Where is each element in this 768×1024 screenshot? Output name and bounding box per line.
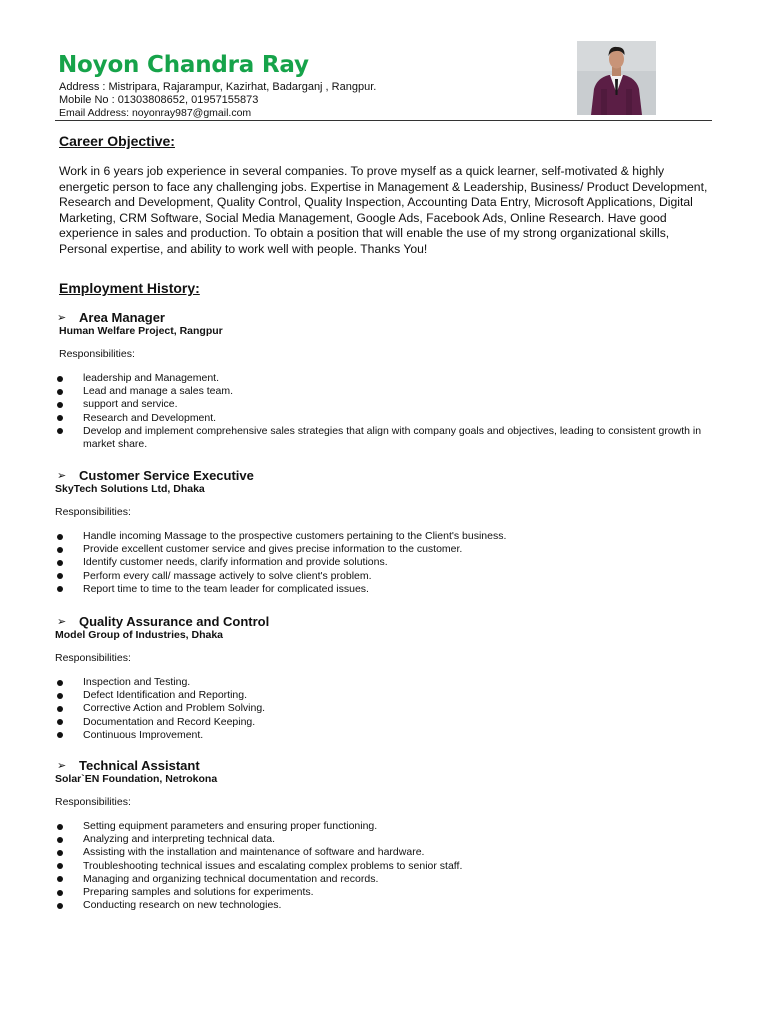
list-item-text: leadership and Management.: [83, 372, 220, 384]
list-item: [55, 425, 715, 451]
list-item-text: Report time to time to the team leader for complicated issues.: [83, 582, 369, 595]
bullet-icon: [57, 837, 63, 843]
bullet-icon: [57, 586, 63, 592]
list-item-text: support and service.: [83, 398, 178, 411]
list-item-text: Perform every call/ massage actively to solve client's problem.: [83, 569, 372, 582]
job-entry: [55, 758, 715, 912]
list-item-text: Managing and organizing technical documentation and records.: [83, 872, 379, 885]
list-item-text: Continuous Improvement.: [83, 728, 204, 741]
list-item: [55, 702, 715, 715]
list-item: [55, 530, 715, 543]
responsibilities-list: [55, 820, 715, 912]
job-title-text: Customer Service Executive: [79, 468, 254, 483]
bullet-icon: [57, 560, 63, 566]
list-item-text: Develop and implement comprehensive sales strategies that align with company goals and objectives, leading to consistent growth in market share.: [83, 424, 702, 451]
responsibilities-list: [55, 372, 715, 451]
list-item: [55, 372, 715, 385]
mobile-line: Mobile No : 01303808652, 01957155873: [59, 94, 259, 106]
job-title: [55, 310, 715, 325]
bullet-icon: [57, 573, 63, 579]
list-item: [55, 833, 715, 846]
list-item: [55, 899, 715, 912]
job-entry: [55, 310, 715, 451]
responsibilities-list: [55, 530, 715, 596]
bullet-icon: [57, 693, 63, 699]
list-item: [55, 385, 715, 398]
bullet-icon: [57, 389, 63, 395]
bullet-icon: [57, 402, 63, 408]
list-item-text: Identify customer needs, clarify information and provide solutions.: [83, 556, 388, 569]
list-item: [55, 846, 715, 859]
responsibilities-label: Responsibilities:: [55, 796, 131, 808]
job-title-text: Quality Assurance and Control: [79, 614, 270, 629]
bullet-icon: [57, 890, 63, 896]
list-item: [55, 886, 715, 899]
list-item: [55, 398, 715, 411]
bullet-icon: [57, 863, 63, 869]
list-item-text: Provide excellent customer service and gives precise information to the customer.: [83, 543, 463, 556]
list-item: [55, 583, 715, 596]
employment-history-heading: Employment History:: [59, 280, 200, 296]
list-item-text: Conducting research on new technologies.: [83, 899, 282, 912]
responsibilities-label: Responsibilities:: [55, 652, 131, 664]
bullet-icon: [57, 850, 63, 856]
list-item-text: Assisting with the installation and maintenance of software and hardware.: [83, 846, 425, 859]
job-entry: [55, 468, 715, 596]
bullet-icon: [57, 732, 63, 738]
job-title-text: Area Manager: [79, 310, 165, 325]
job-title: [55, 468, 715, 483]
list-item-text: Documentation and Record Keeping.: [83, 715, 256, 728]
header-divider: [55, 120, 712, 121]
company-name: Human Welfare Project, Rangpur: [59, 325, 223, 337]
bullet-icon: [57, 428, 63, 434]
list-item-text: Corrective Action and Problem Solving.: [83, 702, 266, 715]
list-item: [55, 556, 715, 569]
list-item-text: Analyzing and interpreting technical data.: [83, 833, 276, 846]
arrow-bullet-icon: ➢: [57, 470, 67, 482]
candidate-name: Noyon Chandra Ray: [58, 52, 309, 78]
list-item: [55, 689, 715, 702]
list-item: [55, 543, 715, 556]
list-item: [55, 676, 715, 689]
job-title-text: Technical Assistant: [79, 758, 200, 773]
career-objective-heading: Career Objective:: [59, 133, 175, 149]
bullet-icon: [57, 415, 63, 421]
bullet-icon: [57, 547, 63, 553]
bullet-icon: [57, 903, 63, 909]
list-item: [55, 873, 715, 886]
company-name: Model Group of Industries, Dhaka: [55, 629, 224, 641]
list-item-text: Lead and manage a sales team.: [83, 385, 234, 398]
responsibilities-list: [55, 676, 715, 742]
bullet-icon: [57, 376, 63, 382]
list-item-text: Setting equipment parameters and ensuring proper functioning.: [83, 820, 378, 832]
bullet-icon: [57, 680, 63, 686]
list-item: [55, 412, 715, 425]
list-item-text: Defect Identification and Reporting.: [83, 689, 248, 702]
list-item-text: Handle incoming Massage to the prospective customers pertaining to the Client's business.: [83, 530, 507, 542]
bullet-icon: [57, 824, 63, 830]
arrow-bullet-icon: ➢: [57, 760, 67, 772]
list-item-text: Troubleshooting technical issues and escalating complex problems to senior staff.: [83, 859, 463, 872]
arrow-bullet-icon: ➢: [57, 616, 67, 628]
bullet-icon: [57, 706, 63, 712]
list-item-text: Preparing samples and solutions for experiments.: [83, 886, 314, 899]
job-entry: [55, 614, 715, 742]
responsibilities-label: Responsibilities:: [59, 348, 135, 360]
list-item: [55, 570, 715, 583]
bullet-icon: [57, 719, 63, 725]
responsibilities-label: Responsibilities:: [55, 506, 131, 518]
list-item: [55, 820, 715, 833]
person-portrait-icon: [577, 41, 656, 115]
bullet-icon: [57, 876, 63, 882]
list-item: [55, 860, 715, 873]
bullet-icon: [57, 534, 63, 540]
profile-photo: [577, 41, 656, 115]
email-line: Email Address: noyonray987@gmail.com: [59, 107, 252, 119]
address-line: Address : Mistripara, Rajarampur, Kazirhat, Badarganj , Rangpur.: [59, 81, 377, 93]
list-item-text: Research and Development.: [83, 411, 217, 424]
company-name: Solar`EN Foundation, Netrokona: [55, 773, 218, 785]
job-title: [55, 614, 715, 629]
arrow-bullet-icon: ➢: [57, 312, 67, 324]
list-item: [55, 716, 715, 729]
company-name: SkyTech Solutions Ltd, Dhaka: [55, 483, 205, 495]
list-item-text: Inspection and Testing.: [83, 676, 191, 688]
job-title: [55, 758, 715, 773]
list-item: [55, 729, 715, 742]
career-objective-text: Work in 6 years job experience in several companies. To prove myself as a quick learner, self-motivated & highly energetic person to face any challenging jobs. Expertise in Management & Leadership, Business/ Product Development, Research and Development, Quality Control, Quality Inspection, Accounting Data Entry, Microsoft Applications, Digital Marketing, CRM Software, Social Media Management, Google Ads, Facebook Ads, Online Research. Have good experience in sales and production. To obtain a position that will enable the use of my strong organizational skills, Personal expertise, and ability to work well with people. Thanks You!: [59, 164, 708, 256]
